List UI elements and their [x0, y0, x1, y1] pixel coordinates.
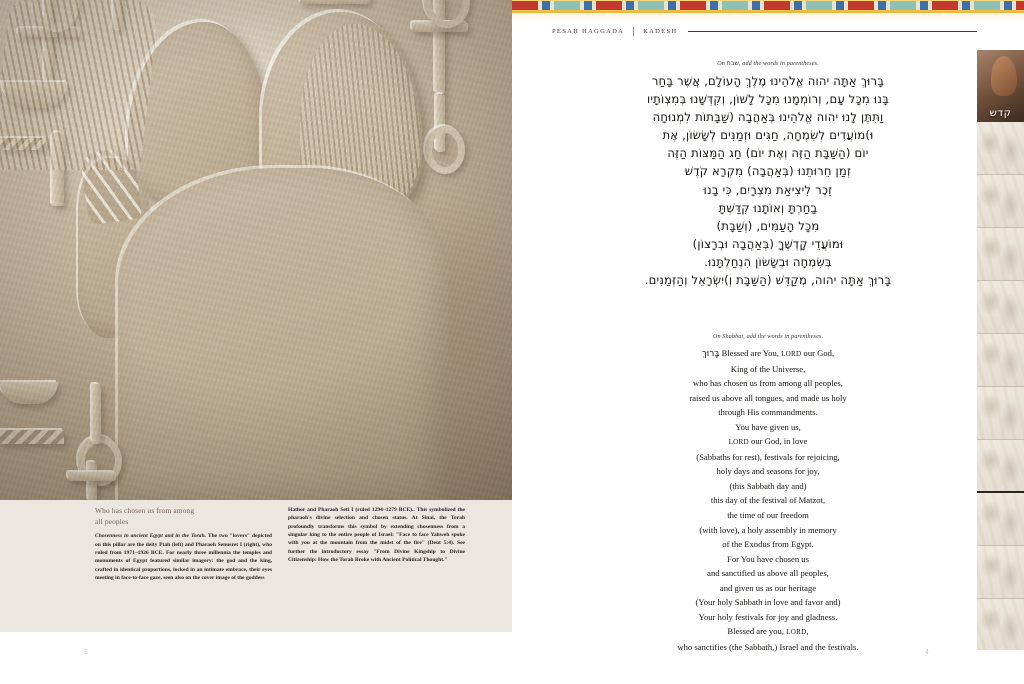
caption-text-left: The two "lovers" depicted on this pillar are the deity Ptah (left) and Pharaoh Senusret I (right), who ruled from 1971–1926 BCE. For nearly three millennia the temples and monuments of Egypt featured similar imagery: the god and the king, crafted in identical proportions, locked in an intimate embrace, their eyes meeting in face-to-face gaze, seen also on the cover image of the goddess [95, 533, 272, 582]
thumbnail-image [977, 599, 1024, 650]
section-tab-kadesh[interactable] [977, 50, 1024, 122]
english-line: בָּרוּךְ Blessed are You, LORD our God, [701, 348, 835, 359]
divine-name: LORD [786, 628, 807, 637]
thumbnail-image [977, 440, 1024, 493]
hebrew-prayer-text [554, 72, 982, 289]
english-line: (Your holy Sabbath in love and favor and) [695, 597, 841, 608]
hebrew-rubric-prefix: On [717, 60, 727, 67]
caption-title-line-1: Who has chosen us from among [95, 506, 195, 515]
hebrew-line: בָּרוּךְ אַתָּה יהוה, מְקַדֵּשׁ (הַשַּׁבָּת וְ)יִשְׂרָאֵל וְהַזְּמַנִּים. [644, 273, 892, 288]
english-line: holy days and seasons for joy, [716, 466, 820, 477]
section-thumbnail-rail[interactable] [977, 50, 1024, 650]
section-tab-label: קדש [989, 107, 1012, 119]
caption-column-right [288, 506, 465, 582]
hebrew-line: יוֹם (הַשַּׁבָּת הַזֶּה וְאֶת יוֹם) חַג הַמַּצּוֹת הַזֶּה [667, 146, 869, 161]
tab-thumbnail-image [991, 56, 1017, 96]
english-line: You have given us, [735, 421, 801, 432]
divine-name: LORD [728, 438, 749, 447]
hebrew-line: מִכָּל הָעַמִּים, (וְשַׁבָּת) [716, 218, 820, 233]
running-head [552, 27, 977, 36]
english-line: Blessed are you, LORD, [727, 626, 809, 637]
caption-title-line-2: all peoples [95, 516, 129, 526]
english-line: and given us as our heritage [719, 582, 817, 593]
caption-body-right [288, 506, 465, 564]
english-rubric: On Shabbat, add the words in parentheses. [712, 333, 824, 340]
running-head-rule [688, 31, 977, 32]
egyptian-relief-image [0, 0, 512, 500]
divine-name: LORD [781, 350, 802, 358]
thumbnail-image [977, 228, 1024, 281]
caption-column-left [95, 506, 272, 582]
thumbnail-image [977, 387, 1024, 440]
hebrew-rubric-word: שבת [726, 60, 739, 67]
english-line: (this Sabbath day and) [729, 480, 807, 491]
caption-lead-left: Chosenness in ancient Egypt and in the Torah. [95, 533, 207, 540]
decorative-border-band [512, 0, 1024, 13]
english-translation-text [554, 346, 982, 654]
rail-thumbnail[interactable] [977, 228, 1024, 281]
english-line: (with love), a holy assembly in memory [699, 524, 837, 535]
english-line: who sanctifies (the Sabbath,) Israel and the festivals. [677, 641, 859, 652]
hebrew-rubric-suffix: , add the words in parentheses. [738, 60, 819, 67]
running-head-section: KADESH [643, 28, 678, 35]
running-head-book: PESAḤ HAGGADA [552, 28, 625, 35]
english-line: (Sabbaths for rest), festivals for rejoicing, [696, 451, 840, 462]
right-page [512, 0, 1024, 684]
page-number-left: 5 [84, 648, 88, 656]
caption-lead-right: Hathor and Pharaoh Seti I (ruled 1294–1279 BCE).. [288, 507, 415, 513]
rail-thumbnail[interactable] [977, 546, 1024, 599]
thumbnail-image [977, 334, 1024, 387]
english-line: For You have chosen us [727, 553, 809, 564]
image-vignette [0, 0, 512, 500]
page-number-right: 4 [925, 648, 929, 656]
hebrew-line: זְמַן חֵרוּתֵנוּ (בְּאַהֲבָה) מִקְרָא קֹדֶשׁ [684, 164, 852, 179]
thumbnail-image [977, 281, 1024, 334]
english-line: of the Exodus from Egypt. [722, 539, 814, 550]
thumbnail-image [977, 546, 1024, 599]
english-line: King of the Universe, [730, 363, 806, 374]
hebrew-line: וּ)מוֹעֲדִים לְשִׂמְחָה, חַגִּים וּזְמַנִּים לְשָׂשׂוֹן, אֶת [662, 128, 874, 143]
running-head-divider [633, 27, 634, 36]
rail-thumbnail[interactable] [977, 599, 1024, 650]
band-tile-pattern [512, 1, 1024, 10]
rail-thumbnail[interactable] [977, 122, 1024, 175]
english-line: this day of the festival of Matzot, [710, 495, 826, 506]
rail-thumbnail[interactable] [977, 334, 1024, 387]
hebrew-rubric [554, 60, 982, 67]
thumbnail-image [977, 122, 1024, 175]
rail-thumbnail[interactable] [977, 493, 1024, 546]
rail-thumbnail[interactable] [977, 440, 1024, 493]
rail-thumbnail[interactable] [977, 175, 1024, 228]
english-line: Your holy festivals for joy and gladness. [698, 611, 838, 622]
english-line: who has chosen us from among all peoples, [693, 378, 843, 389]
hebrew-line: בְּשִׂמְחָה וּבְשָׂשׂוֹן הִנְחַלְתָּנוּ. [704, 254, 832, 269]
english-line: the time of our freedom [727, 510, 809, 521]
hebrew-line: זֵכֶר לִיצִיאַת מִצְרָיִם, כִּי בָנוּ [703, 182, 833, 197]
band-fade [512, 13, 1024, 23]
thumbnail-image [977, 175, 1024, 228]
rail-thumbnail[interactable] [977, 281, 1024, 334]
figure-caption-panel [0, 500, 512, 632]
english-line: raised us above all tongues, and made us holy [689, 392, 847, 403]
rail-thumbnail[interactable] [977, 387, 1024, 440]
caption-columns [95, 506, 465, 582]
hebrew-catchword: בָּרוּךְ [701, 349, 720, 359]
hebrew-line: וַתִּתֶּן לָנוּ יהוה אֱלֹהֵינוּ בְּאַהֲבָה (שַׁבָּתוֹת לִמְנוּחָה [652, 110, 884, 125]
english-line: through His commandments. [718, 407, 818, 418]
hebrew-line: בָּנוּ מִכָּל עָם, וְרוֹמְמָנוּ מִכָּל לָשׁוֹן, וְקִדְּשָׁנוּ בְּמִצְוֹתָיו [647, 92, 889, 107]
caption-text-right: This symbolized the pharaoh's divine selection and chosen status. At Sinai, the Torah profoundly transforms this symbol by extending chosenness from a singular king to the entire people of Israel: "Face to face Yahweh spoke with you at the mountain from the midst of the fire" (Deut 5:4). See further the introductory essay "From Divine Kingship to Divine Citizenship: How the Torah Broke with Ancient Political Thought." [288, 507, 465, 563]
hebrew-line: בָחַרְתָּ וְאוֹתָנוּ קִדַּשְׁתָּ [718, 200, 818, 215]
thumbnail-image [977, 493, 1024, 546]
caption-body-left [95, 532, 272, 582]
hebrew-line: בָּרוּךְ אַתָּה יהוה אֱלֹהֵינוּ מֶלֶךְ הָעוֹלָם, אֲשֶׁר בָּחַר [651, 74, 885, 88]
english-line: LORD our God, in love [728, 436, 808, 447]
hebrew-line: וּמוֹעֲדֵי קָדְשֶׁךָ (בְּאַהֲבָה וּבְרָצוֹן) [692, 236, 844, 251]
english-line: and sanctified us above all peoples, [707, 568, 829, 579]
